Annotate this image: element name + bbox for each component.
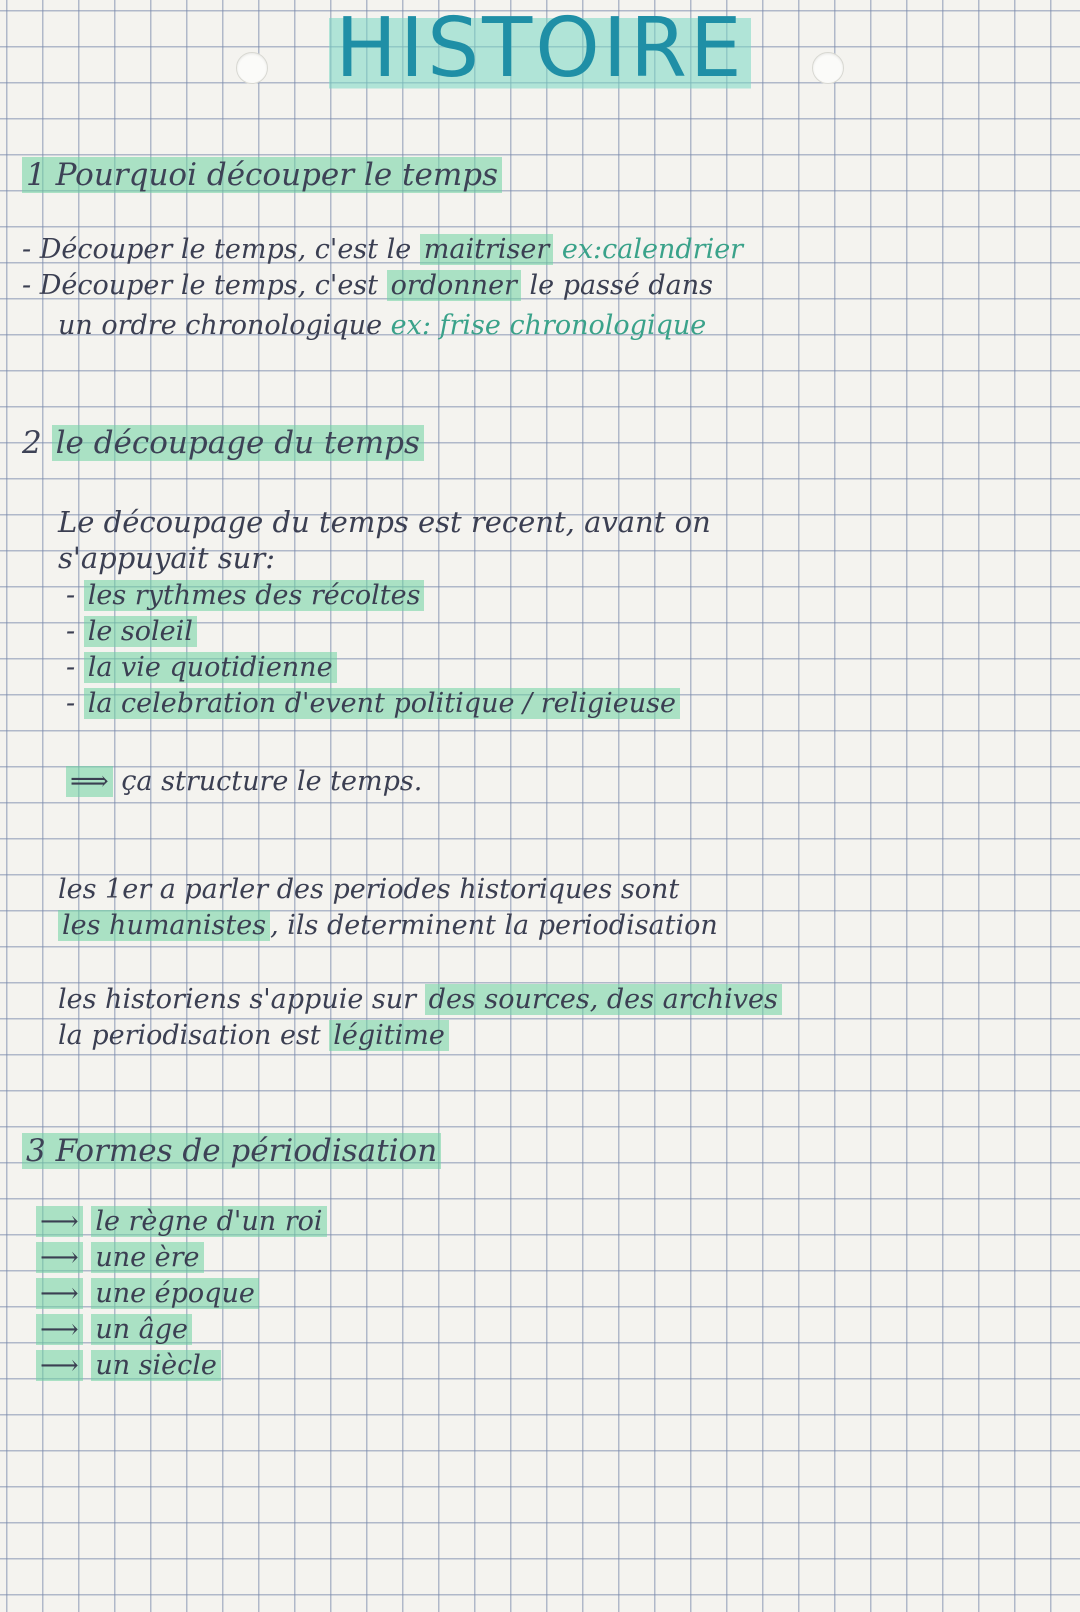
section-1-line-1 (22, 236, 743, 263)
section-2-paragraph-1-text: les 1er a parler des periodes historiques sont (58, 874, 680, 905)
section-1-line-3-highlight: ex: frise chronologique (390, 310, 707, 341)
section-2-intro-line-2 (58, 541, 275, 575)
arrow-icon: ⟶ (36, 1350, 83, 1381)
section-2-paragraph-1-line-2 (58, 912, 718, 939)
arrow-icon: ⟶ (36, 1206, 83, 1237)
page-title-text: HISTOIRE (329, 1, 751, 96)
section-3-list-item-text: un âge (91, 1314, 192, 1345)
section-1-line-2-suffix: le passé dans (520, 270, 714, 301)
section-1-heading (22, 157, 502, 193)
section-1-line-1-suffix: ex:calendrier (553, 234, 744, 265)
section-2-intro-line-1 (58, 505, 711, 539)
section-1-line-1-prefix: - Découper le temps, c'est le (22, 234, 420, 265)
section-2-list-item: - la vie quotidienne (66, 654, 337, 681)
section-2-list-item-text: la vie quotidienne (84, 652, 337, 683)
section-2-list-item-text: les rythmes des récoltes (84, 580, 425, 611)
section-1-heading-text: 1 Pourquoi découper le temps (22, 157, 502, 193)
section-3-list-item (36, 1280, 259, 1307)
section-3-list-item (36, 1352, 221, 1379)
section-2-paragraph-2-line-2-prefix: la periodisation est (58, 1020, 330, 1051)
section-1-line-2 (22, 272, 713, 299)
section-3-heading (22, 1133, 441, 1169)
section-2-conclusion-text: ça structure le temps. (121, 766, 423, 797)
section-2-intro-text-2: s'appuyait sur: (58, 541, 275, 575)
section-2-paragraph-2-line-1 (58, 986, 782, 1013)
section-2-paragraph-1-rest: , ils determinent la periodisation (270, 910, 718, 941)
section-3-list-item-text: le règne d'un roi (91, 1206, 326, 1237)
section-2-paragraph-2-highlight: des sources, des archives (425, 984, 782, 1015)
section-1-line-2-highlight: ordonner (387, 270, 521, 301)
section-2-list-item-text: le soleil (84, 616, 197, 647)
section-1-line-3-prefix: un ordre chronologique (58, 310, 391, 341)
section-2-paragraph-2-prefix: les historiens s'appuie sur (58, 984, 425, 1015)
section-2-list-item-text: la celebration d'event politique / religieuse (84, 688, 680, 719)
section-2-list-item: - la celebration d'event politique / religieuse (66, 690, 680, 717)
double-arrow-icon: ⟹ (66, 766, 113, 797)
arrow-icon: ⟶ (36, 1278, 83, 1309)
section-1-line-2-prefix: - Découper le temps, c'est (22, 270, 387, 301)
section-3-list-item-text: un siècle (91, 1350, 221, 1381)
section-2-heading-text: le découpage du temps (52, 425, 424, 461)
section-2-intro-text-1: Le découpage du temps est recent, avant on (58, 505, 711, 539)
section-2-heading (22, 425, 424, 461)
section-1-line-3 (58, 312, 706, 339)
section-3-list-item-text: une ère (91, 1242, 203, 1273)
section-2-paragraph-2-line-2 (58, 1022, 449, 1049)
section-2-paragraph-2-line-2-highlight: légitime (329, 1020, 449, 1051)
section-2-list-item: - le soleil (66, 618, 197, 645)
section-3-list-item-text: une époque (91, 1278, 259, 1309)
section-2-heading-number: 2 (22, 425, 42, 461)
arrow-icon: ⟶ (36, 1314, 83, 1345)
section-2-list-item: - les rythmes des récoltes (66, 582, 424, 609)
section-3-list-item (36, 1208, 327, 1235)
arrow-icon: ⟶ (36, 1242, 83, 1273)
section-2-paragraph-1-highlight: les humanistes (58, 910, 270, 941)
section-3-list-item (36, 1244, 204, 1271)
section-3-list-item (36, 1316, 192, 1343)
section-2-paragraph-1-line-1 (58, 876, 679, 903)
section-1-line-1-highlight: maitriser (420, 234, 553, 265)
page-title (0, 1, 1080, 96)
section-3-heading-text: 3 Formes de périodisation (22, 1133, 441, 1169)
section-2-conclusion (66, 768, 422, 795)
